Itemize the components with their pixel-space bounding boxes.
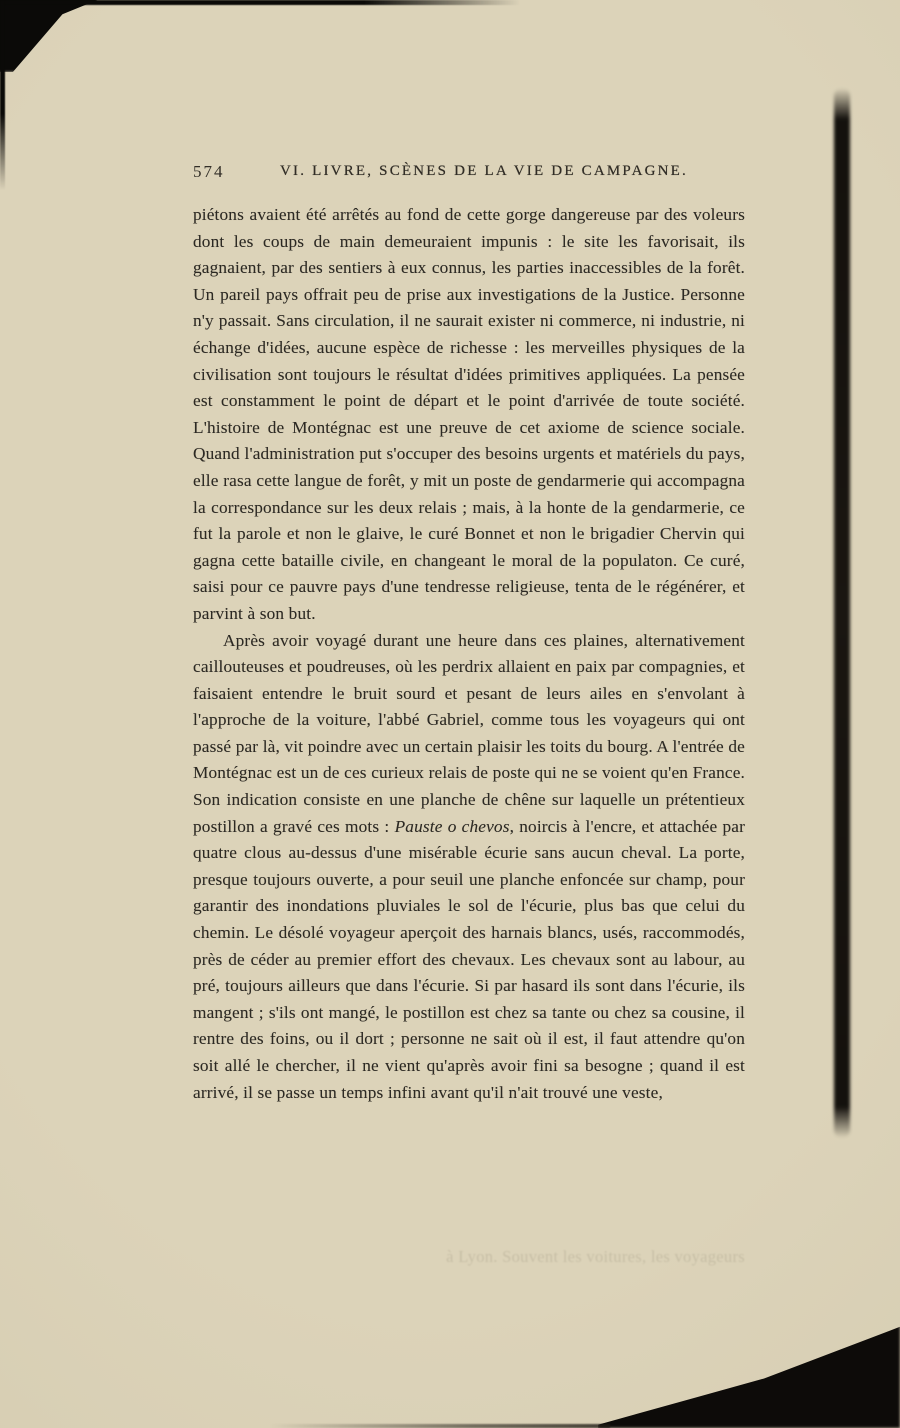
page-number: 574 (193, 162, 225, 181)
scan-stain-top-left (0, 0, 112, 72)
scan-edge-bottom (270, 1424, 610, 1428)
scan-edge-left (0, 0, 5, 190)
running-header-title: VI. LIVRE, SCÈNES DE LA VIE DE CAMPAGNE. (279, 163, 688, 179)
scan-edge-top (0, 0, 520, 5)
scan-shadow-right-margin (834, 88, 850, 1138)
running-header (193, 161, 745, 185)
text-block (193, 202, 745, 1106)
paragraph-2-lead: Après avoir voyagé durant une heure dans ces plaines, alternativement caillouteuses et poudreuses, où les perdrix allaient en paix par compagnies, et faisaient entendre le bruit sourd et pesant de leurs ailes en s'envolant à l'approche de la voiture, l'abbé Gabriel, comme tous les voyageurs qui ont passé par là, vit poindre avec un certain plaisir les toits du bourg. A l'entrée de Montégnac est un de ces curieux relais de poste qui ne se voient qu'en France. Son indication consiste en une planche de chêne sur laquelle un prétentieux postillon a gravé ces mots : (193, 630, 745, 836)
paragraph-1: piétons avaient été arrêtés au fond de cette gorge dangereuse par des voleurs dont les coups de main demeuraient impunis : le site les favorisait, ils gagnaient, par des sentiers à eux connus, les parties inaccessibles de la forêt. Un pareil pays offrait peu de prise aux investigations de la Justice. Personne n'y passait. Sans circulation, il ne saurait exister ni commerce, ni industrie, ni échange d'idées, aucune espèce de richesse : les merveilles physiques de la civilisation sont toujours le résultat d'idées primitives appliquées. La pensée est constamment le point de départ et le point d'arrivée de toute société. L'histoire de Montégnac est une preuve de cet axiome de science sociale. Quand l'administration put s'occuper des besoins urgents et matériels du pays, elle rasa cette langue de forêt, y mit un poste de gendarmerie qui accompagna la correspondance sur les deux relais ; mais, à la honte de la gendarmerie, ce fut la parole et non le glaive, le curé Bonnet et non le brigadier Chervin qui gagna cette bataille civile, en changeant le moral de la populaton. Ce curé, saisi pour ce pauvre pays d'une tendresse religieuse, tenta de le régénérer, et parvint à son but. (193, 205, 745, 623)
paragraph-2 (193, 628, 745, 1107)
italic-phrase: Pauste o chevos (394, 816, 510, 836)
ink-bleedthrough-text: à Lyon. Souvent les voitures, les voyageurs (446, 1247, 745, 1266)
scan-stain-bottom-right (598, 1318, 900, 1428)
paragraph-2-tail: , noircis à l'encre, et attachée par quatre clous au-dessus d'une misérable écurie sans aucun cheval. La porte, presque toujours ouverte, a pour seuil une planche enfoncée sur champ, pour garantir des inondations pluviales le sol de l'écurie, plus bas que celui du chemin. Le désolé voyageur aperçoit des harnais blancs, usés, raccommodés, près de céder au premier effort des chevaux. Les chevaux sont au labour, au pré, toujours ailleurs que dans l'écurie. Si par hasard ils sont dans l'écurie, ils mangent ; s'ils ont mangé, le postillon est chez sa tante ou chez sa cousine, il rentre des foins, ou il dort ; personne ne sait où il est, il faut attendre qu'on soit allé le chercher, il ne vient qu'après avoir fini sa besogne ; quand il est arrivé, il se passe un temps infini avant qu'il n'ait trouvé une veste, (193, 816, 745, 1102)
